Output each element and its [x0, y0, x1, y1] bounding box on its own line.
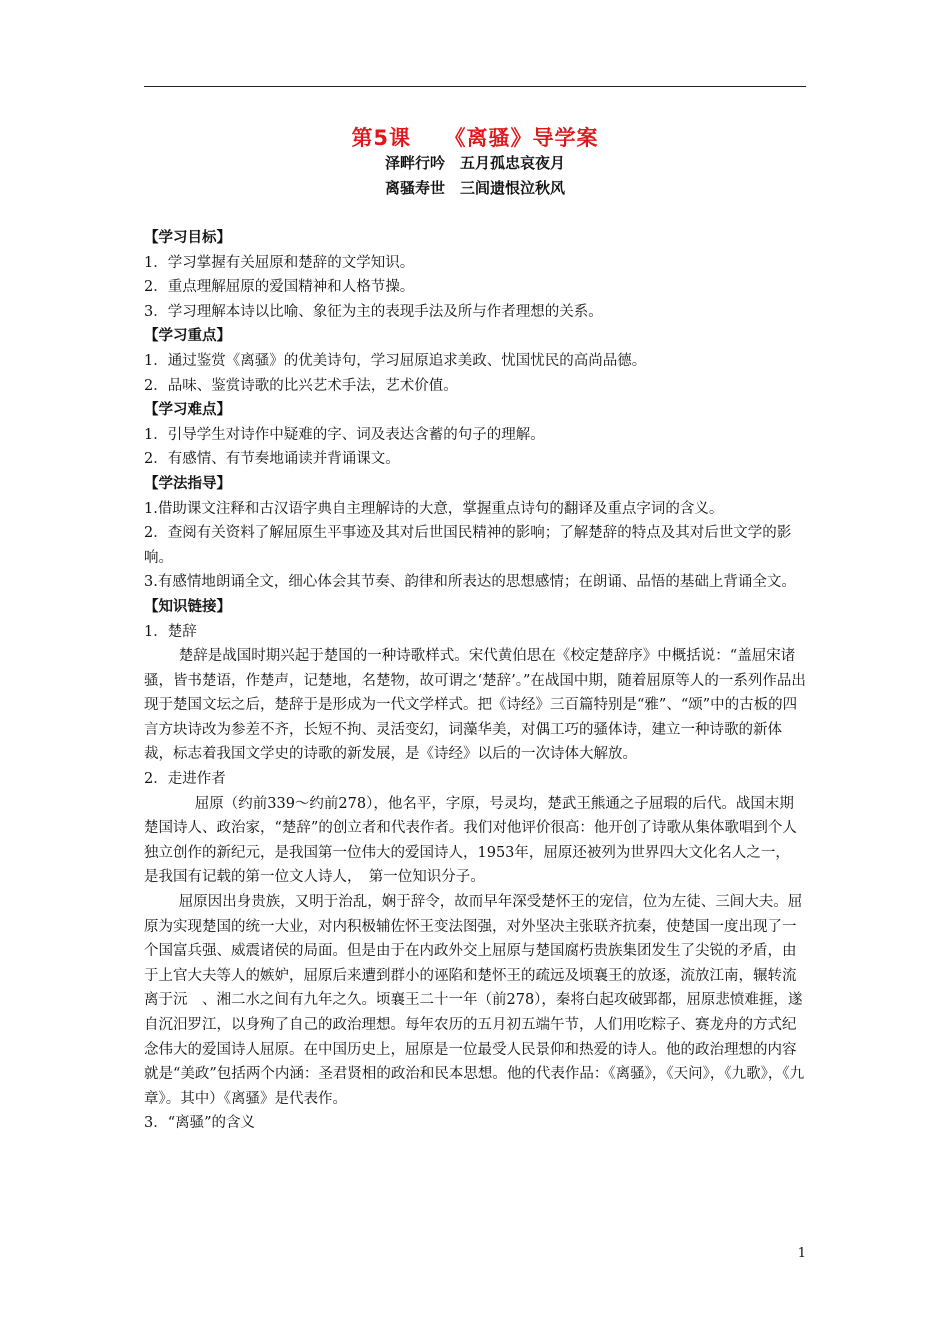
subtitle-couplet-2: 离骚寿世 三闾遗恨泣秋风 — [384, 179, 565, 197]
difficulties-heading: 【学习难点】 — [144, 402, 231, 419]
chuci-subtitle: 1．楚辞 — [144, 623, 197, 640]
goal-item: 3．学习理解本诗以比喻、象征为主的表现手法及所与作者理想的关系。 — [144, 303, 603, 320]
key-point-item: 1．通过鉴赏《离骚》的优美诗句，学习屈原追求美政、忧国忧民的高尚品德。 — [144, 352, 647, 369]
difficulty-item: 2．有感情、有节奏地诵读并背诵课文。 — [144, 451, 400, 468]
chuci-paragraph: 楚辞是战国时期兴起于楚国的一种诗歌样式。宋代黄伯思在《校定楚辞序》中概括说：“盖屈宋诸骚，皆书楚语，作楚声，记楚地，名楚物，故可谓之‘楚辞’。”在战国中期，随着屈原等人的一系列作品出现于楚国文坛之后，楚辞于是形成为一代文学样式。把《诗经》三百篇特别是“雅”、“颂”中的古板的四言方块诗改为参差不齐，长短不拘、灵活变幻，词藻华美，对偶工巧的骚体诗，建立一种诗歌的新体裁，标志着我国文学史的诗歌的新发展，是《诗经》以后的一次诗体大解放。 — [144, 648, 806, 763]
method-item: 1.借助课文注释和古汉语字典自主理解诗的大意，掌握重点诗句的翻译及重点字词的含义。 — [144, 500, 724, 517]
difficulty-item: 1．引导学生对诗作中疑难的字、词及表达含蓄的句子的理解。 — [144, 426, 545, 443]
page-number: 1 — [797, 1246, 806, 1261]
author-paragraph-1: 屈原（约前339～约前278），他名平，字原，号灵均，楚武王熊通之子屈瑕的后代。战国末期楚国诗人、政治家，“楚辞”的创立者和代表作者。我们对他评价很高：他开创了诗歌从集体歌唱到个人独立创作的新纪元，是我国第一位伟大的爱国诗人，1953年，屈原还被列为世界四大文化名人之一， 是我国有记载的第一位文人诗人， 第一位知识分子。 — [144, 795, 798, 886]
method-item: 2．查阅有关资料了解屈原生平事迹及其对后世国民精神的影响；了解楚辞的特点及其对后世文学的影响。 — [144, 525, 792, 566]
knowledge-heading: 【知识链接】 — [144, 598, 231, 615]
page-title: 第5课 《离骚》导学案 — [351, 126, 599, 150]
author-paragraph-2: 屈原因出身贵族，又明于治乱，娴于辞令，故而早年深受楚怀王的宠信，位为左徒、三闾大夫。屈原为实现楚国的统一大业，对内积极辅佐怀王变法图强，对外坚决主张联齐抗秦，使楚国一度出现了一个国富兵强、威震诸侯的局面。但是由于在内政外交上屈原与楚国腐朽贵族集团发生了尖锐的矛盾，由于上官大夫等人的嫉妒，屈原后来遭到群小的诬陷和楚怀王的疏远及顷襄王的放逐，流放江南，辗转流离于沅 、湘二水之间有九年之久。顷襄王二十一年（前278），秦将白起攻破郢都，屈原悲愤难捱，遂自沉汨罗江，以身殉了自己的政治理想。每年农历的五月初五端午节，人们用吃粽子、赛龙舟的方式纪念伟大的爱国诗人屈原。在中国历史上，屈原是一位最受人民景仰和热爱的诗人。他的政治理想的内容就是“美政”包括两个内涵：圣君贤相的政治和民本思想。他的代表作品：《离骚》，《天问》，《九歌》，《九章》。其中）《离骚》是代表作。 — [144, 894, 805, 1107]
lisao-meaning-subtitle: 3．“离骚”的含义 — [144, 1115, 256, 1132]
method-item: 3.有感情地朗诵全文，细心体会其节奏、韵律和所表达的思想感情；在朗诵、品悟的基础上背诵全文。 — [144, 574, 796, 591]
method-heading: 【学法指导】 — [144, 475, 231, 492]
key-point-item: 2．品味、鉴赏诗歌的比兴艺术手法，艺术价值。 — [144, 377, 458, 394]
header-rule — [144, 86, 806, 87]
key-points-heading: 【学习重点】 — [144, 328, 231, 345]
goal-item: 2．重点理解屈原的爱国精神和人格节操。 — [144, 279, 415, 296]
goals-heading: 【学习目标】 — [144, 230, 231, 246]
goal-item: 1．学习掌握有关屈原和楚辞的文学知识。 — [144, 254, 415, 271]
subtitle-couplet-1: 泽畔行吟 五月孤忠哀夜月 — [384, 154, 565, 172]
author-subtitle: 2．走进作者 — [144, 771, 226, 788]
document-body — [144, 226, 806, 1136]
